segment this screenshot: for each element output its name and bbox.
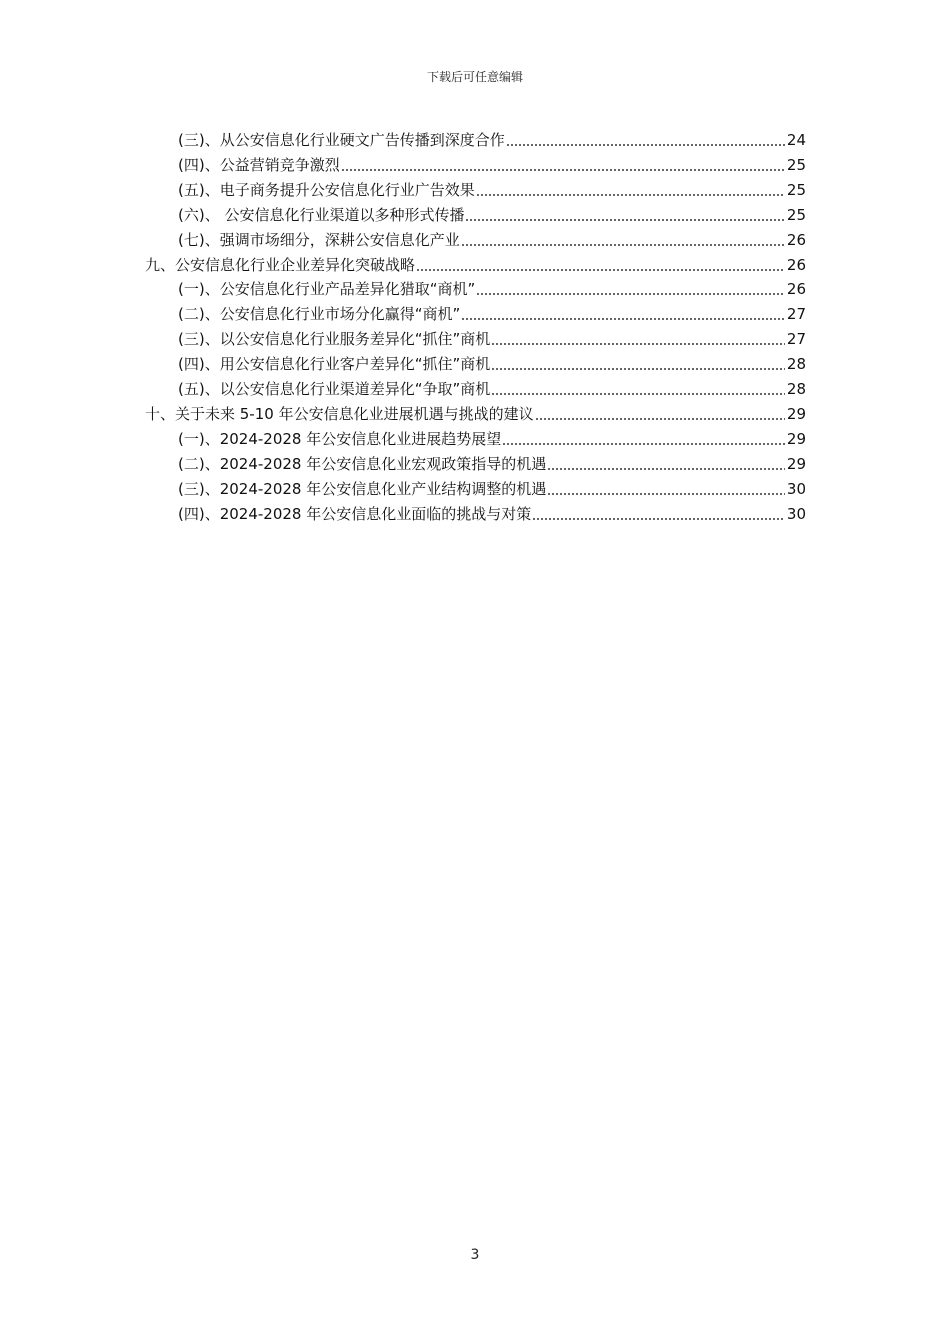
toc-dot-leader — [476, 293, 785, 295]
toc-entry[interactable] — [178, 375, 806, 399]
toc-entry[interactable] — [178, 201, 806, 225]
toc-entry-title: (七)、强调市场细分，深耕公安信息化产业 — [178, 230, 460, 249]
toc-dot-leader — [461, 244, 785, 246]
toc-entry[interactable] — [178, 325, 806, 349]
toc-entry-title: (三)、从公安信息化行业硬文广告传播到深度合作 — [178, 131, 505, 149]
toc-dot-leader — [547, 493, 785, 495]
toc-dot-leader — [491, 368, 785, 370]
toc-dot-leader — [535, 418, 785, 420]
toc-entry[interactable] — [178, 151, 806, 175]
toc-entry[interactable] — [178, 500, 806, 524]
toc-entry-page: 25 — [786, 180, 806, 199]
toc-entry-title: (五)、电子商务提升公安信息化行业广告效果 — [178, 180, 475, 199]
toc-entry[interactable] — [178, 475, 806, 499]
toc-entry[interactable] — [178, 450, 806, 474]
toc-entry-page: 30 — [786, 479, 806, 498]
toc-entry[interactable] — [178, 226, 806, 250]
toc-dot-leader — [416, 269, 785, 271]
toc-entry-title: (二)、2024-2028 年公安信息化业宏观政策指导的机遇 — [178, 454, 547, 473]
toc-entry-title: (一)、公安信息化行业产品差异化猎取“商机” — [178, 280, 476, 299]
toc-entry[interactable] — [178, 350, 806, 374]
toc-entry-title: (四)、用公安信息化行业客户差异化“抓住”商机 — [178, 355, 491, 374]
toc-entry-title: (六)、 公安信息化行业渠道以多种形式传播 — [178, 205, 465, 224]
toc-entry-page: 26 — [786, 255, 806, 274]
toc-entry-page: 26 — [786, 280, 806, 299]
toc-entry-title: (二)、公安信息化行业市场分化赢得“商机” — [178, 305, 461, 324]
toc-entry-page: 29 — [786, 454, 806, 473]
toc-entry-title: (四)、公益营销竞争激烈 — [178, 155, 340, 174]
toc-entry-page: 29 — [786, 429, 806, 448]
toc-entry[interactable] — [145, 400, 806, 424]
toc-entry-page: 27 — [786, 305, 806, 324]
toc-entry-page: 26 — [786, 230, 806, 249]
toc-dot-leader — [506, 144, 785, 146]
toc-entry[interactable] — [178, 126, 806, 150]
toc-dot-leader — [532, 518, 785, 520]
toc-entry[interactable] — [178, 300, 806, 324]
toc-entry-title: (三)、2024-2028 年公安信息化业产业结构调整的机遇 — [178, 479, 547, 498]
toc-entry-title: (五)、以公安信息化行业渠道差异化“争取”商机 — [178, 380, 491, 398]
page-number: 3 — [470, 1247, 480, 1263]
toc-entry-page: 24 — [786, 131, 806, 149]
toc-dot-leader — [341, 169, 785, 171]
toc-entry-page: 27 — [786, 330, 806, 349]
toc-dot-leader — [465, 219, 785, 221]
toc-entry-page: 25 — [786, 155, 806, 174]
toc-entry[interactable] — [178, 176, 806, 200]
toc-entry[interactable] — [145, 251, 806, 275]
toc-dot-leader — [476, 194, 785, 196]
page-header: 下载后可任意编辑 — [426, 70, 523, 84]
toc-entry-page: 28 — [786, 355, 806, 374]
toc-entry[interactable] — [178, 425, 806, 449]
toc-entry[interactable] — [178, 275, 806, 299]
toc-dot-leader — [547, 468, 785, 470]
toc-dot-leader — [491, 343, 785, 345]
toc-entry-title: (一)、2024-2028 年公安信息化业进展趋势展望 — [178, 429, 502, 448]
toc-entry-page: 25 — [786, 205, 806, 224]
toc-entry-title: (三)、以公安信息化行业服务差异化“抓住”商机 — [178, 330, 491, 349]
toc-dot-leader — [491, 393, 785, 395]
toc-entry-page: 30 — [786, 504, 806, 523]
toc-entry-title: (四)、2024-2028 年公安信息化业面临的挑战与对策 — [178, 504, 532, 523]
toc-dot-leader — [461, 318, 785, 320]
toc-entry-page: 28 — [786, 380, 806, 398]
toc-entry-page: 29 — [786, 404, 806, 423]
toc-entry-title: 十、关于未来 5-10 年公安信息化业进展机遇与挑战的建议 — [145, 404, 534, 423]
toc-entry-title: 九、公安信息化行业企业差异化突破战略 — [145, 255, 416, 274]
toc-dot-leader — [502, 443, 785, 445]
